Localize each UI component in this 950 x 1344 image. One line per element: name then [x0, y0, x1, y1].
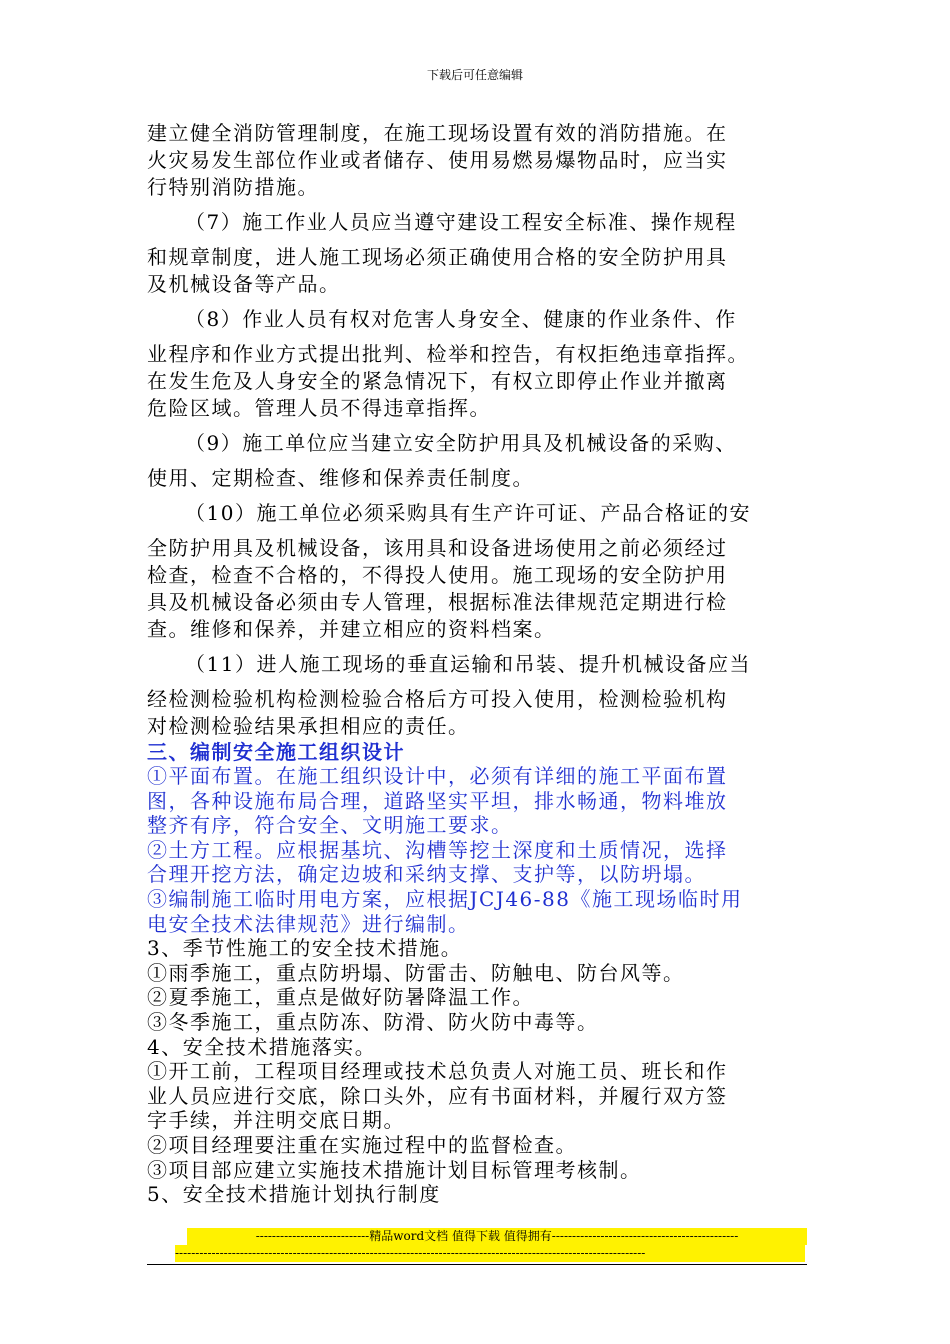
footer-dashes: --------------------------------------------------------------------------------------------------------------------	[175, 1245, 805, 1262]
document-body	[147, 120, 807, 1207]
blue-text-line: 整齐有序，符合安全、文明施工要求。	[147, 813, 513, 838]
text-line: 5、安全技术措施计划执行制度	[147, 1182, 441, 1207]
text-line: 建立健全消防管理制度，在施工现场设置有效的消防措施。在	[147, 121, 728, 145]
text-line: 行特别消防措施。	[147, 175, 319, 199]
paragraph-10-start: （10）施工单位必须采购具有生产许可证、产品合格证的安	[185, 501, 751, 525]
blue-text-line: 电安全技术法律规范》进行编制。	[147, 911, 470, 936]
blue-text-line: ③编制施工临时用电方案，应根据JCJ46-88《施工现场临时用	[147, 886, 743, 911]
blue-text-line: 图，各种设施布局合理，道路坚实平坦，排水畅通，物料堆放	[147, 788, 728, 813]
text-line: 和规章制度，进人施工现场必须正确使用合格的安全防护用具	[147, 245, 728, 269]
text-line: 全防护用具及机械设备，该用具和设备进场使用之前必须经过	[147, 536, 728, 560]
blue-text-line: 合理开挖方法，确定边坡和采纳支撑、支护等，以防坍塌。	[147, 862, 706, 887]
text-line: ③冬季施工，重点防冻、防滑、防火防中毒等。	[147, 1009, 599, 1034]
footer-banner: ----------------------------精品word文档 值得下载 值得拥有----------------------------------------------	[187, 1228, 807, 1245]
text-line: 查。维修和保养，并建立相应的资料档案。	[147, 617, 556, 641]
paragraph-7-start: （7）施工作业人员应当遵守建设工程安全标准、操作规程	[185, 210, 737, 234]
text-line: ②项目经理要注重在实施过程中的监督检查。	[147, 1132, 577, 1157]
text-line: 危险区域。管理人员不得违章指挥。	[147, 396, 491, 420]
text-line: 4、安全技术措施落实。	[147, 1034, 377, 1059]
text-line: 使用、定期检查、维修和保养责任制度。	[147, 466, 534, 490]
blue-text-line: ②土方工程。应根据基坑、沟槽等挖土深度和土质情况，选择	[147, 837, 728, 862]
blue-text-line: ①平面布置。在施工组织设计中，必须有详细的施工平面布置	[147, 764, 728, 788]
text-line: 具及机械设备必须由专人管理，根据标准法律规范定期进行检	[147, 590, 728, 614]
text-line: 字手续，并注明交底日期。	[147, 1108, 405, 1133]
text-line: 3、季节性施工的安全技术措施。	[147, 936, 463, 961]
page-header: 下载后可任意编辑	[426, 68, 523, 82]
text-line: ②夏季施工，重点是做好防暑降温工作。	[147, 985, 534, 1010]
text-line: 业程序和作业方式提出批判、检举和控告，有权拒绝违章指挥。	[147, 342, 749, 366]
paragraph-9-start: （9）施工单位应当建立安全防护用具及机械设备的采购、	[185, 431, 737, 455]
text-line: ①开工前，工程项目经理或技术总负责人对施工员、班长和作	[147, 1059, 728, 1084]
text-line: 火灾易发生部位作业或者储存、使用易燃易爆物品时，应当实	[147, 148, 728, 172]
footer-rule	[147, 1264, 807, 1265]
paragraph-8-start: （8）作业人员有权对危害人身安全、健康的作业条件、作	[185, 307, 737, 331]
paragraph-11-start: （11）进人施工现场的垂直运输和吊装、提升机械设备应当	[185, 652, 751, 676]
section-heading: 三、编制安全施工组织设计	[147, 740, 405, 764]
text-line: 检查，检查不合格的，不得投人使用。施工现场的安全防护用	[147, 563, 728, 587]
text-line: 及机械设备等产品。	[147, 272, 341, 296]
text-line: 对检测检验结果承担相应的责任。	[147, 714, 470, 738]
text-line: 在发生危及人身安全的紧急情况下，有权立即停止作业并撤离	[147, 369, 728, 393]
text-line: ①雨季施工，重点防坍塌、防雷击、防触电、防台风等。	[147, 960, 685, 985]
text-line: ③项目部应建立实施技术措施计划目标管理考核制。	[147, 1157, 642, 1182]
text-line: 业人员应进行交底，除口头外，应有书面材料，并履行双方签	[147, 1083, 728, 1108]
text-line: 经检测检验机构检测检验合格后方可投入使用，检测检验机构	[147, 687, 728, 711]
